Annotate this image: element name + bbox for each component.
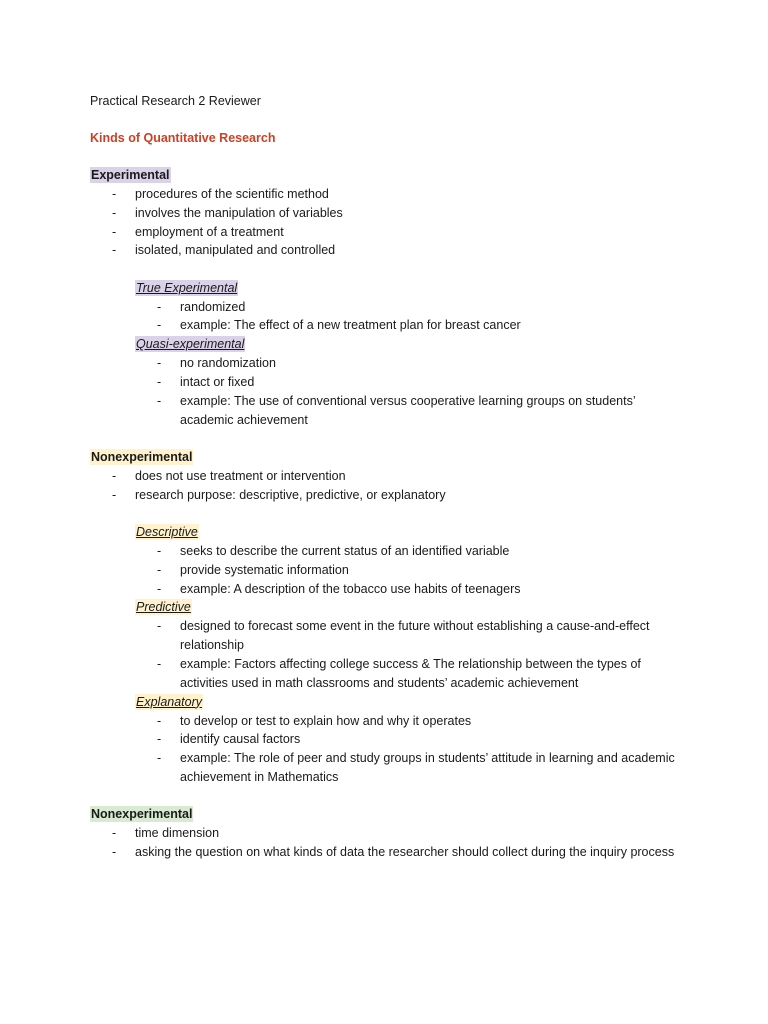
- list-item: - intact or fixed: [157, 375, 255, 390]
- bullet-list: [90, 824, 690, 862]
- list-item: - identify causal factors: [157, 732, 301, 747]
- bullet-list: [90, 542, 690, 598]
- subsection-heading: Explanatory: [136, 694, 203, 709]
- section-nonexperimental-time: [90, 805, 690, 862]
- list-item: - provide systematic information: [157, 562, 349, 577]
- document-title: Practical Research 2 Reviewer: [90, 94, 261, 108]
- list-item: - research purpose: descriptive, predictive, or explanatory: [112, 487, 446, 502]
- subsection-heading: True Experimental: [136, 280, 238, 295]
- section-experimental: [90, 166, 690, 429]
- section-heading: Nonexperimental: [91, 449, 193, 464]
- section-heading: Experimental: [91, 168, 170, 182]
- subsection-heading: Quasi-experimental: [136, 337, 245, 352]
- list-item: - randomized: [157, 299, 246, 314]
- list-item: - involves the manipulation of variables: [112, 205, 343, 220]
- list-item: - asking the question on what kinds of data the researcher should collect during the inquiry process: [112, 845, 675, 860]
- list-item: - isolated, manipulated and controlled: [112, 243, 336, 258]
- bullet-list: [90, 467, 690, 505]
- section-heading: Nonexperimental: [91, 807, 193, 822]
- list-item: - example: A description of the tobacco use habits of teenagers: [157, 581, 521, 596]
- bullet-list: [90, 617, 690, 692]
- document-subtitle: Kinds of Quantitative Research: [90, 131, 276, 145]
- bullet-list: [90, 185, 690, 260]
- list-item: - example: The role of peer and study groups in students’ attitude in learning and academic achievement in Mathematics: [157, 751, 675, 785]
- list-item: - example: Factors affecting college success & The relationship between the types of activities used in math classrooms and students’ academic achievement: [157, 657, 641, 690]
- bullet-list: [90, 298, 690, 336]
- list-item: - to develop or test to explain how and why it operates: [157, 713, 472, 728]
- list-item: - time dimension: [112, 826, 220, 841]
- list-item: - seeks to describe the current status of an identified variable: [157, 544, 510, 559]
- list-item: - designed to forecast some event in the future without establishing a cause-and-effect relationship: [157, 619, 650, 653]
- document-page: [90, 92, 690, 862]
- list-item: - procedures of the scientific method: [112, 187, 329, 201]
- subsection-heading: Descriptive: [136, 525, 198, 540]
- bullet-list: [90, 354, 690, 429]
- list-item: - example: The use of conventional versus cooperative learning groups on students’ academic achievement: [157, 393, 636, 427]
- section-nonexperimental: [90, 448, 690, 787]
- list-item: - example: The effect of a new treatment plan for breast cancer: [157, 318, 521, 333]
- bullet-list: [90, 712, 690, 787]
- list-item: - no randomization: [157, 356, 276, 371]
- subsection-heading: Predictive: [136, 600, 191, 615]
- list-item: - employment of a treatment: [112, 224, 284, 239]
- list-item: - does not use treatment or intervention: [112, 468, 346, 483]
